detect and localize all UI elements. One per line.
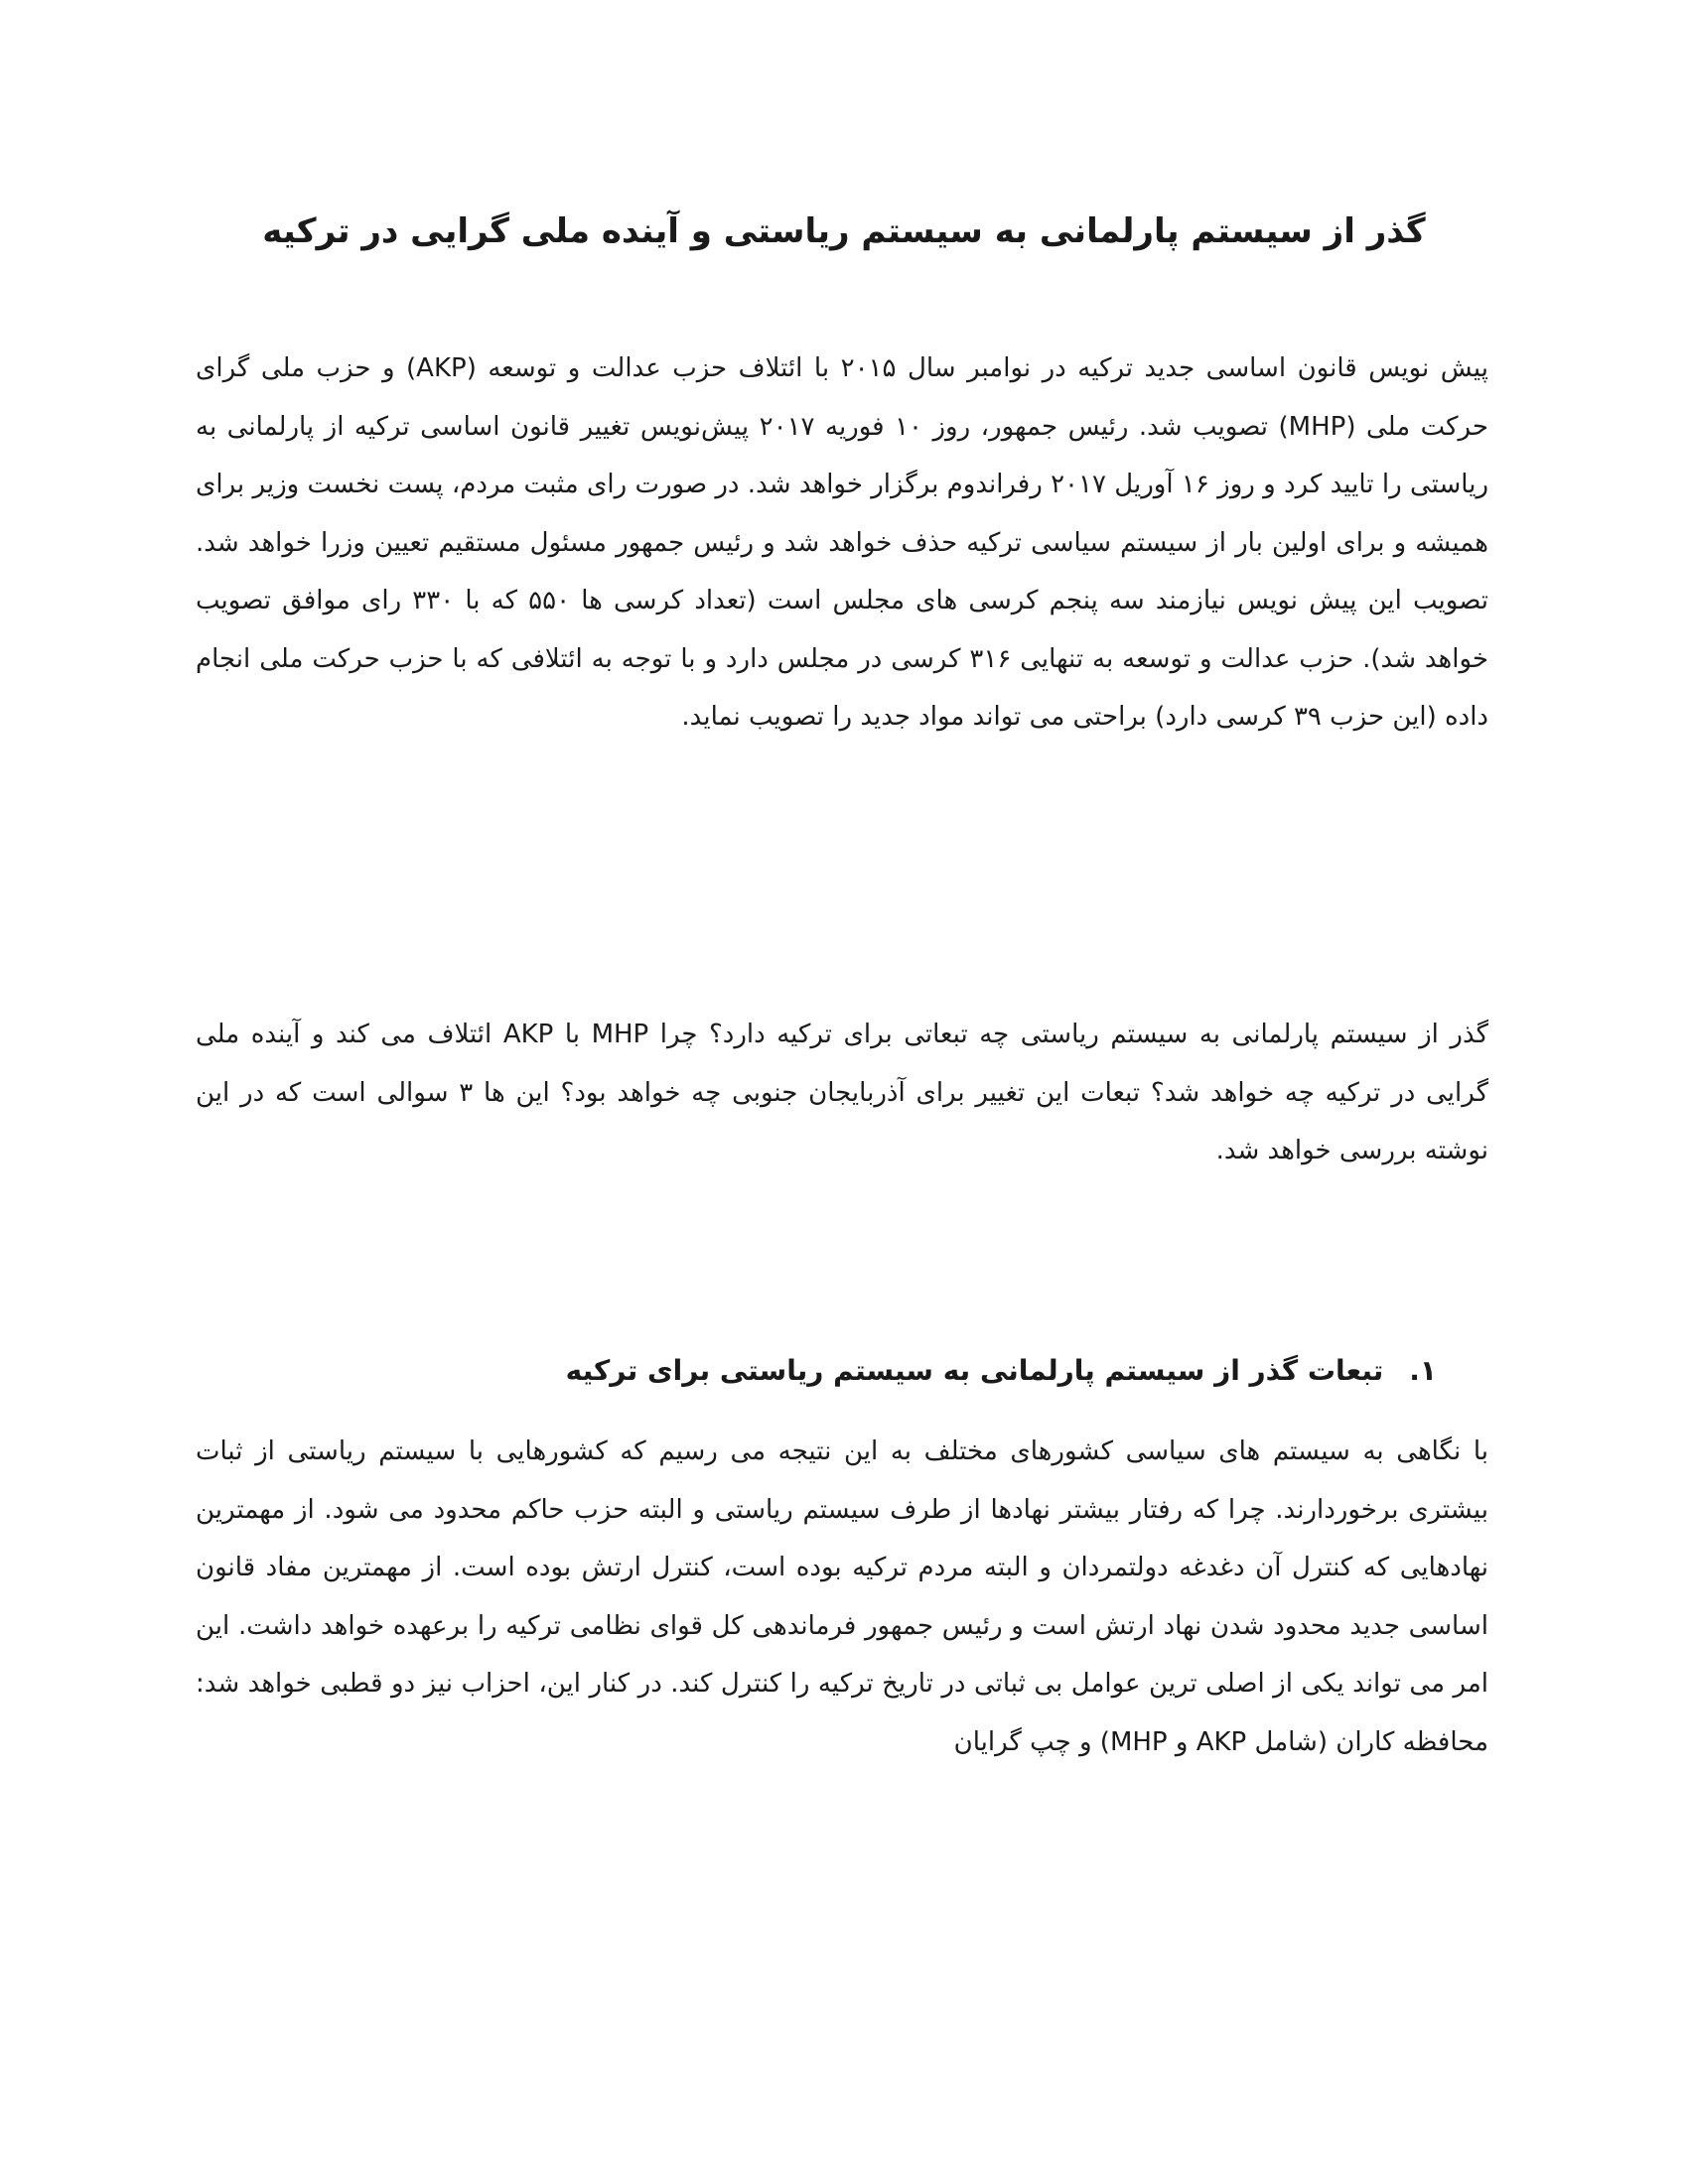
section-paragraph: با نگاهی به سیستم های سیاسی کشورهای مختلف به این نتیجه می رسیم که کشورهایی با سیستم ریاستی از ثبات بیشتری برخوردارند. چرا که رفتار بیشتر نهادها از طرف سیستم ریاستی و البته حزب حاکم محدود می شود. از مهمترین نهادهایی که کنترل آن دغدغه دولتمردان و البته مردم ترکیه بوده است، کنترل ارتش بوده است. از مهمترین مفاد قانون اساسی جدید محدود شدن نهاد ارتش است و رئیس جمهور فرماندهی کل قوای نظامی ترکیه را برعهده خواهد داشت. این امر می تواند یکی از اصلی ترین عوامل بی ثباتی در تاریخ ترکیه را کنترل کند. در کنار این، احزاب نیز دو قطبی خواهد شد: محافظه کاران (شامل AKP و MHP) و چپ گرایان bbox=[196, 1436, 1488, 1757]
intro-paragraph: پیش نویس قانون اساسی جدید ترکیه در نوامبر سال ۲۰۱۵ با ائتلاف حزب عدالت و توسعه (AKP) و حزب ملی گرای حرکت ملی (MHP) تصویب شد. رئیس جمهور، روز ۱۰ فوریه ۲۰۱۷ پیش‌نویس تغییر قانون اساسی ترکیه از پارلمانی به ریاستی را تایید کرد و روز ۱۶ آوریل ۲۰۱۷ رفراندوم برگزار خواهد شد. در صورت رای مثبت مردم، پست نخست وزیر برای همیشه و برای اولین بار از سیستم سیاسی ترکیه حذف خواهد شد و رئیس جمهور مسئول مستقیم تعیین وزرا خواهد شد. تصویب این پیش نویس نیازمند سه پنجم کرسی های مجلس است (تعداد کرسی ها ۵۵۰ که با ۳۳۰ رای موافق تصویب خواهد شد). حزب عدالت و توسعه به تنهایی ۳۱۶ کرسی در مجلس دارد و با توجه به ائتلافی که با حزب حرکت ملی انجام داده (این حزب ۳۹ کرسی دارد) براحتی می تواند مواد جدید را تصویب نماید. bbox=[196, 353, 1488, 732]
section-number: ۱. bbox=[1409, 1354, 1437, 1387]
questions-paragraph: گذر از سیستم پارلمانی به سیستم ریاستی چه تبعاتی برای ترکیه دارد؟ چرا MHP با AKP ائتلاف می کند و آینده ملی گرایی در ترکیه چه خواهد شد؟ تبعات این تغییر برای آذربایجان جنوبی چه خواهد بود؟ این ها ۳ سوالی است که در این نوشته بررسی خواهد شد. bbox=[196, 1020, 1489, 1165]
section-heading-text: تبعات گذر از سیستم پارلمانی به سیستم ریاستی برای ترکیه bbox=[565, 1354, 1384, 1387]
section-heading bbox=[566, 1343, 1437, 1399]
document-title: گذر از سیستم پارلمانی به سیستم ریاستی و آینده ملی گرایی در ترکیه bbox=[262, 211, 1426, 251]
